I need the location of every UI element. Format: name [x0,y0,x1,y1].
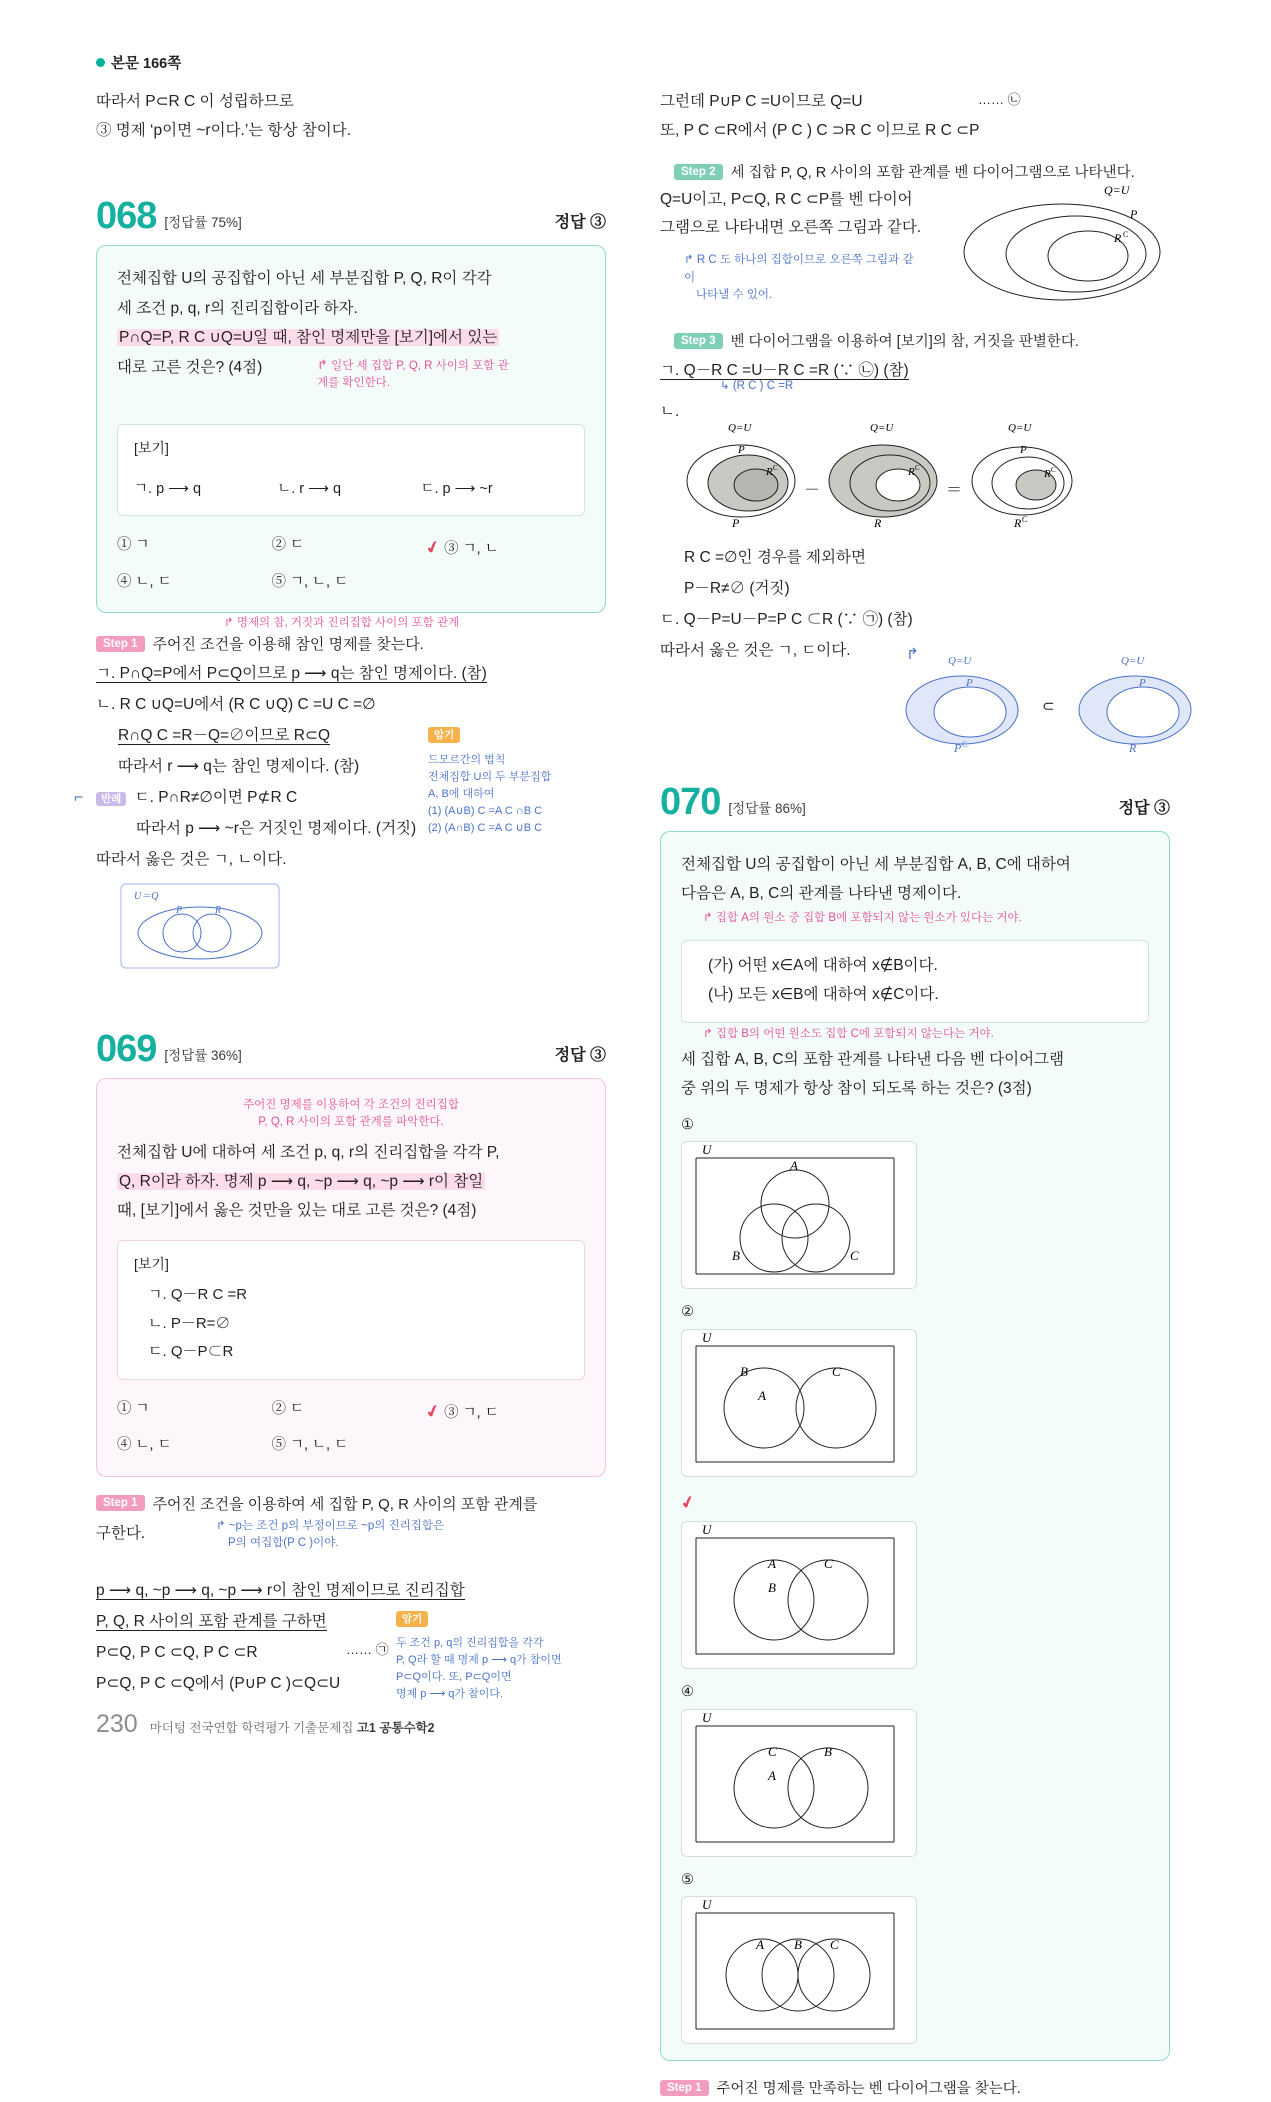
sol68-line-2 [96,689,606,720]
branch-icon: ⌐ [74,789,84,807]
problem-070-answer: 정답 ③ [1118,799,1170,817]
memo-tag: 암기 [396,1611,428,1627]
step2-text: 세 집합 P, Q, R 사이의 포함 관계를 벤 다이어그램으로 나타낸다. [730,165,1135,182]
footer-text [150,1718,435,1736]
svg-text:R: R [766,465,773,478]
q68-item-1: ㄱ. p ⟶ q [134,480,202,497]
sol68-line-5-text: ㄷ. P∩R≠∅이면 P⊄R C [134,789,298,807]
right-cont-line-1-text: 그런데 P∪P C =U이므로 Q=U [660,93,863,110]
q69-answer-choices-row1 [117,1396,585,1428]
q69-choice-3-label: ③ ㄱ, ㄷ [444,1404,499,1421]
q70-option-4[interactable] [681,1679,917,1857]
svg-text:U: U [702,1522,712,1538]
venn-bottom-subset-symbol: ⊂ [1042,698,1055,716]
q68-choice-3-label: ③ ㄱ, ㄴ [444,541,499,558]
step3-line-4: P－R≠∅ (거짓) [684,579,790,597]
problem-069-rate: [정답률 36%] [164,1048,242,1064]
q68-choice-1[interactable]: ① ㄱ [117,537,150,554]
memo-line-4: (2) (A∩B) C =A C ∪B C [428,822,543,835]
bullet-icon [96,58,105,67]
q69-note-blue: ↱ ~p는 조건 p의 부정이므로 ~p의 진리집합은 P의 여집합(P C )이야. [216,1519,445,1550]
q68-annotation-text: 일단 세 집합 P, Q, R 사이의 포함 관계를 확인한다. [317,359,509,389]
q68-above-note-text: 명제의 참, 거짓과 진리집합 사이의 포함 관계 [236,617,460,630]
problem-070-question-box [660,831,1170,2062]
q69-items-box [117,1240,585,1380]
footer-text-bold: 고1 공통수학2 [356,1721,435,1735]
q68-choice-3[interactable] [423,532,580,564]
svg-text:Q=U: Q=U [870,421,894,434]
q69-annotation [117,1097,585,1132]
q69-choice-1[interactable]: ① ㄱ [117,1400,150,1417]
q69-choice-3[interactable] [423,1396,580,1428]
problem-069-question-box [96,1078,606,1477]
q68-choice-4[interactable]: ④ ㄴ, ㄷ [117,573,172,590]
svg-text:C: C [1051,465,1056,474]
q68-line-4-text: 대로 고른 것은? (4점) [117,358,263,376]
svg-text:Q=U: Q=U [948,654,972,667]
q68-line-4 [117,353,585,389]
check-icon: ✔ [423,1400,443,1423]
svg-text:C: C [768,1743,777,1759]
step1-text: 주어진 조건을 이용하여 세 집합 P, Q, R 사이의 포함 관계를 [152,1495,538,1513]
q69-box-label: [보기] [134,1255,169,1272]
step2-note: ↱ R C 도 하나의 집합이므로 오른쪽 그림과 같이 나타낼 수 있어. [684,254,914,301]
problem-068-heading [96,195,606,238]
q70-option-5-num: ⑤ [681,1871,694,1888]
counter-example-tag: 반례 [96,792,126,806]
step1-text: 주어진 명제를 만족하는 벤 다이어그램을 찾는다. [716,2081,1021,2098]
q69-item-3: ㄷ. Q－P⊂R [148,1343,234,1361]
q70-condition-b: (나) 모든 x∈B에 대하여 x∉C이다. [708,986,939,1004]
q70-annotation-2-text: 집합 B의 어떤 원소도 집합 C에 포함되지 않는다는 거야. [715,1027,994,1040]
svg-text:A: A [756,1937,764,1953]
intro-line-2: ③ 명제 ‘p이면 ~r이다.’는 항상 참이다. [96,121,352,139]
step1-tag: Step 1 [96,636,145,652]
svg-text:R: R [874,515,882,530]
footer-text-prefix: 마더텅 전국연합 학력평가 기출문제집 [149,1721,354,1735]
q70-annotation-1-text: 집합 A의 원소 중 집합 B에 포함되지 않는 원소가 있다는 거야. [715,912,1022,925]
q70-conditions-box [681,940,1149,1023]
svg-text:Q=U: Q=U [728,421,752,434]
svg-text:B: B [740,1363,748,1379]
q70-condition-a: (가) 어떤 x∈A에 대하여 x∉B이다. [708,956,938,974]
q70-option-2-label [681,1299,917,1327]
venn-row-op-1: － [804,481,821,499]
right-cont-line-1 [660,88,1170,117]
problem-068-step1 [96,633,606,654]
check-icon: ✔ [423,536,443,560]
venn-row-item-1 [682,419,800,536]
q70-option-3[interactable] [678,1487,917,1669]
q70-option-3-frame [681,1521,917,1669]
svg-text:C: C [830,1937,839,1953]
sol68-line-3-text: R∩Q C =R－Q=∅이므로 R⊂Q [118,727,331,745]
q70-option-2[interactable] [681,1299,917,1477]
step3-text: 벤 다이어그램을 이용하여 [보기]의 참, 거짓을 판별한다. [730,334,1079,351]
problem-069-heading [96,1028,606,1071]
step1-text: 주어진 조건을 이용해 참인 명제를 찾는다. [152,636,424,654]
q69-choice-5[interactable]: ⑤ ㄱ, ㄴ, ㄷ [271,1437,349,1454]
memo-line-2: P, Q라 할 때 명제 p ⟶ q가 참이면 [396,1653,562,1666]
q70-option-2-frame [681,1329,917,1477]
step3-line-3: R C =∅인 경우를 제외하면 [684,548,866,566]
step2-line-2: 그램으로 나타내면 오른쪽 그림과 같다. [660,219,922,237]
problem-069-step1-cont [96,1518,606,1549]
svg-text:Q=U: Q=U [1104,183,1130,198]
svg-text:C: C [1123,230,1129,240]
step3-line-2: ㄴ. [660,402,680,420]
svg-text:B: B [794,1937,802,1953]
svg-text:C: C [962,739,968,749]
svg-text:B: B [732,1248,740,1264]
svg-text:U: U [702,1897,712,1913]
svg-text:P: P [738,443,745,456]
svg-text:P: P [1138,676,1146,689]
svg-text:R: R [215,905,222,917]
q69-note-blue-line-1: ~p는 조건 p의 부정이므로 ~p의 진리집합은 [228,1519,445,1532]
footer [96,1710,435,1739]
q68-above-note: ↱ 명제의 참, 거짓과 진리집합 사이의 포함 관계 [224,617,460,630]
problem-068-answer: 정답 ③ [554,214,606,232]
memo-line-2: A, B에 대하여 [428,788,495,801]
q68-answer-choices-row1 [117,532,585,564]
section-reference-label: 본문 166쪽 [111,56,182,72]
svg-text:A: A [768,1556,776,1572]
step3-solution-cont [660,542,1170,666]
sol68-line-4-text: 따라서 r ⟶ q는 참인 명제이다. (참) [118,758,360,776]
problem-070-step1 [660,2077,1170,2098]
sol69-line-4-text: P⊂Q, P C ⊂Q에서 (P∪P C )⊂Q⊂U [96,1674,341,1692]
step3-note: ↳ (R C ) C =R [720,380,794,393]
page-number: 230 [96,1710,138,1738]
step3-line-1-text: ㄱ. Q－R C =U－R C =R (∵ ㉡) (참) [660,362,909,380]
q69-item-1: ㄱ. Q－R C =R [148,1286,248,1304]
step3-line-6-text: 따라서 옳은 것은 ㄱ, ㄷ이다. [660,641,851,659]
step1-text-2: 구한다. [96,1524,146,1542]
venn-step2 [954,180,1170,311]
svg-text:R: R [1044,467,1051,480]
memo-line-1: 전체집합 U의 두 부분집합 [428,771,552,784]
step2-note-line-2: 나타낼 수 있어. [696,288,773,301]
step3-tag: Step 3 [674,333,723,349]
step3-row [674,330,1170,351]
memo-line-3: (1) (A∪B) C =A C ∩B C [428,805,543,818]
svg-text:P: P [1130,207,1138,222]
q69-annotation-line-2: P, Q, R 사이의 포함 관계를 파악한다. [258,1116,444,1129]
q68-items [134,476,568,504]
q69-item-2: ㄴ. P－R=∅ [148,1314,231,1332]
intro-line-1: 따라서 P⊂R C 이 성립하므로 [96,93,294,110]
q68-annotation: ↱ 일단 세 집합 P, Q, R 사이의 포함 관계를 확인한다. [317,356,509,389]
svg-text:U: U [702,1329,712,1345]
step3-line-6 [660,635,1170,666]
svg-text:C: C [850,1248,859,1264]
q68-choice-5[interactable]: ⑤ ㄱ, ㄴ, ㄷ [271,573,349,590]
sol69-line-3-text: P⊂Q, P C ⊂Q, P C ⊂R [96,1643,258,1661]
svg-text:C: C [1022,514,1028,524]
memo-box-68 [428,718,608,837]
svg-text:R: R [1128,740,1136,755]
svg-text:B: B [768,1580,776,1596]
q70-option-3-label [678,1487,917,1519]
q70-annotation-1: ↱ 집합 A의 원소 중 집합 B에 포함되지 않는 원소가 있다는 거야. [703,912,1022,925]
problem-068-solution [74,658,606,875]
venn-bottom-right [1073,652,1197,761]
q70-line-2: 다음은 A, B, C의 관계를 나타낸 명제이다. [681,885,962,903]
venn-row-item-2 [824,419,942,536]
step2-line-1: Q=U이고, P⊂Q, R C ⊂P를 벤 다이어 [660,191,913,209]
sol69-line-1-text: p ⟶ q, ~p ⟶ q, ~p ⟶ r이 참인 명제이므로 진리집합 [96,1581,465,1599]
q70-line-1: 전체집합 U의 공집합이 아닌 세 부분집합 A, B, C에 대하여 [681,855,1071,873]
memo-line-3: P⊂Q이다. 또, P⊂Q이면 [396,1670,512,1683]
svg-text:P: P [176,905,183,917]
q70-option-1-num: ① [681,1116,694,1133]
sol68-line-5 [74,782,606,813]
left-column [74,88,606,1700]
svg-text:Q=U: Q=U [1120,654,1144,667]
q68-item-3: ㄷ. p ⟶ ~r [420,480,493,497]
right-cont-dots: …… ㉡ [978,92,1021,107]
q70-options-grid [678,1112,1149,2044]
problem-068-rate: [정답률 75%] [164,215,242,231]
q70-option-4-frame [681,1709,917,1857]
svg-text:U＝Q: U＝Q [134,891,159,903]
svg-text:C: C [915,463,920,472]
q69-choice-2[interactable]: ② ㄷ [271,1400,304,1417]
svg-text:P: P [732,515,740,530]
memo-title: 드모르간의 법칙 [428,754,506,767]
q68-line-2: 세 조건 p, q, r의 진리집합이라 하자. [117,299,358,317]
q70-option-1[interactable] [681,1112,917,1290]
q68-answer-choices-row2 [117,569,585,597]
svg-text:R: R [908,465,915,478]
sol68-line-7 [96,844,606,875]
venn-row-step3 [682,419,1170,536]
step2-tag: Step 2 [674,164,723,180]
check-icon: ✔ [678,1491,698,1514]
sol68-line-1 [96,658,606,689]
svg-text:C: C [824,1556,833,1572]
problem-068-number: 068 [96,195,157,238]
step3-line-5: ㄷ. Q－P=U－P=P C ⊂R (∵ ㉠) (참) [660,610,913,628]
step2-row [674,161,1170,182]
q68-item-2: ㄴ. r ⟶ q [277,480,342,497]
q70-option-5-label [681,1867,917,1895]
step3-note-text: (R C ) C =R [732,380,794,393]
q69-line-2-text: Q, R이라 하자. 명제 p ⟶ q, ~p ⟶ q, ~p ⟶ r이 참일 [119,1173,484,1191]
q69-line-2 [117,1167,585,1196]
sol68-line-7-text: 따라서 옳은 것은 ㄱ, ㄴ이다. [96,851,287,869]
right-column [660,88,1170,2102]
svg-text:R: R [1014,515,1022,530]
q69-choice-4[interactable]: ④ ㄴ, ㄷ [117,1437,172,1454]
memo-tag: 암기 [428,727,460,743]
problem-069-answer: 정답 ③ [554,1047,606,1065]
venn-bottom-pair [900,652,1170,761]
svg-text:P: P [954,740,962,755]
q68-choices-box [117,424,585,516]
venn-row-op-2: ＝ [946,481,963,499]
sol68-line-2-text: ㄴ. R C ∪Q=U에서 (R C ∪Q) C =U C =∅ [96,696,376,714]
q69-line-3: 때, [보기]에서 옳은 것만을 있는 대로 고른 것은? (4점) [117,1202,477,1220]
problem-070-heading [660,780,1170,823]
problem-070-number: 070 [660,780,721,823]
svg-text:A: A [768,1767,776,1783]
q70-option-5[interactable] [681,1867,917,2045]
svg-text:C: C [832,1363,841,1379]
svg-text:R: R [1114,231,1122,246]
q70-option-1-label [681,1112,917,1140]
memo-line-4: 명제 p ⟶ q가 참이다. [396,1687,504,1700]
svg-text:A: A [790,1158,798,1174]
sol68-line-6-text: 따라서 p ⟶ ~r은 거짓인 명제이다. (거짓) [136,820,417,838]
q68-line-3-highlight: P∩Q=P, R C ∪Q=U일 때, 참인 명제만을 [보기]에서 있는 [119,329,498,347]
q70-option-4-num: ④ [681,1684,694,1701]
step1-tag: Step 1 [96,1495,145,1511]
section-reference [96,52,181,73]
svg-text:U: U [702,1709,712,1725]
q70-line-4: 중 위의 두 명제가 항상 참이 되도록 하는 것은? (3점) [681,1080,1032,1098]
q68-line-1: 전체집합 U의 공집합이 아닌 세 부분집합 P, Q, R이 각각 [117,270,492,288]
problem-069-step1 [96,1493,606,1514]
svg-text:Q=U: Q=U [1008,421,1032,434]
pointer-icon: ↱ [906,645,919,663]
q70-option-4-label [681,1679,917,1707]
sol69-dots: …… ㉠ [346,1641,389,1657]
venn-row-item-3 [966,419,1078,536]
q68-line-3 [117,323,585,352]
q70-annotation-2: ↱ 집합 B의 어떤 원소도 집합 C에 포함되지 않는다는 거야. [703,1027,994,1040]
svg-text:P: P [966,676,973,689]
step2-note-line-1: R C 도 하나의 집합이므로 오른쪽 그림과 같이 [684,254,914,284]
q70-option-2-num: ② [681,1304,694,1321]
venn-068 [120,883,606,974]
sol69-line-3 [96,1637,606,1668]
right-cont-line-2: 또, P C ⊂R에서 (P C ) C ⊃R C 이므로 R C ⊂P [660,121,980,139]
svg-text:P: P [1020,443,1027,456]
memo-line-1: 두 조건 p, q의 진리집합을 각각 [396,1636,544,1649]
step3-line-1 [660,355,1170,386]
problem-070-rate: [정답률 86%] [728,800,806,816]
q69-note-blue-line-2: P의 여집합(P C )이야. [228,1537,339,1550]
problem-068-question-box [96,245,606,613]
sol69-line-2-text: P, Q, R 사이의 포함 관계를 구하면 [96,1612,327,1630]
q68-box-label: [보기] [134,440,169,457]
q68-choice-2[interactable]: ② ㄷ [271,537,304,554]
svg-text:U: U [702,1142,712,1158]
q70-option-5-frame [681,1896,917,2044]
problem-069-solution [96,1575,606,1699]
step1-tag: Step 1 [660,2080,709,2096]
svg-text:A: A [758,1387,766,1403]
problem-069-number: 069 [96,1028,157,1071]
svg-text:C: C [773,463,778,472]
sol68-line-1-text: ㄱ. P∩Q=P에서 P⊂Q이므로 p ⟶ q는 참인 명제이다. (참) [96,665,487,683]
q69-line-1: 전체집합 U에 대하여 세 조건 p, q, r의 진리집합을 각각 P, [117,1143,500,1161]
q70-option-1-frame [681,1141,917,1289]
q69-answer-choices-row2 [117,1432,585,1460]
svg-text:B: B [824,1743,832,1759]
step3-solution [660,355,1170,426]
q69-annotation-line-1: 주어진 명제를 이용하여 각 조건의 진리집합 [243,1099,459,1112]
q70-line-3: 세 집합 A, B, C의 포함 관계를 나타낸 다음 벤 다이어그램 [681,1050,1065,1068]
